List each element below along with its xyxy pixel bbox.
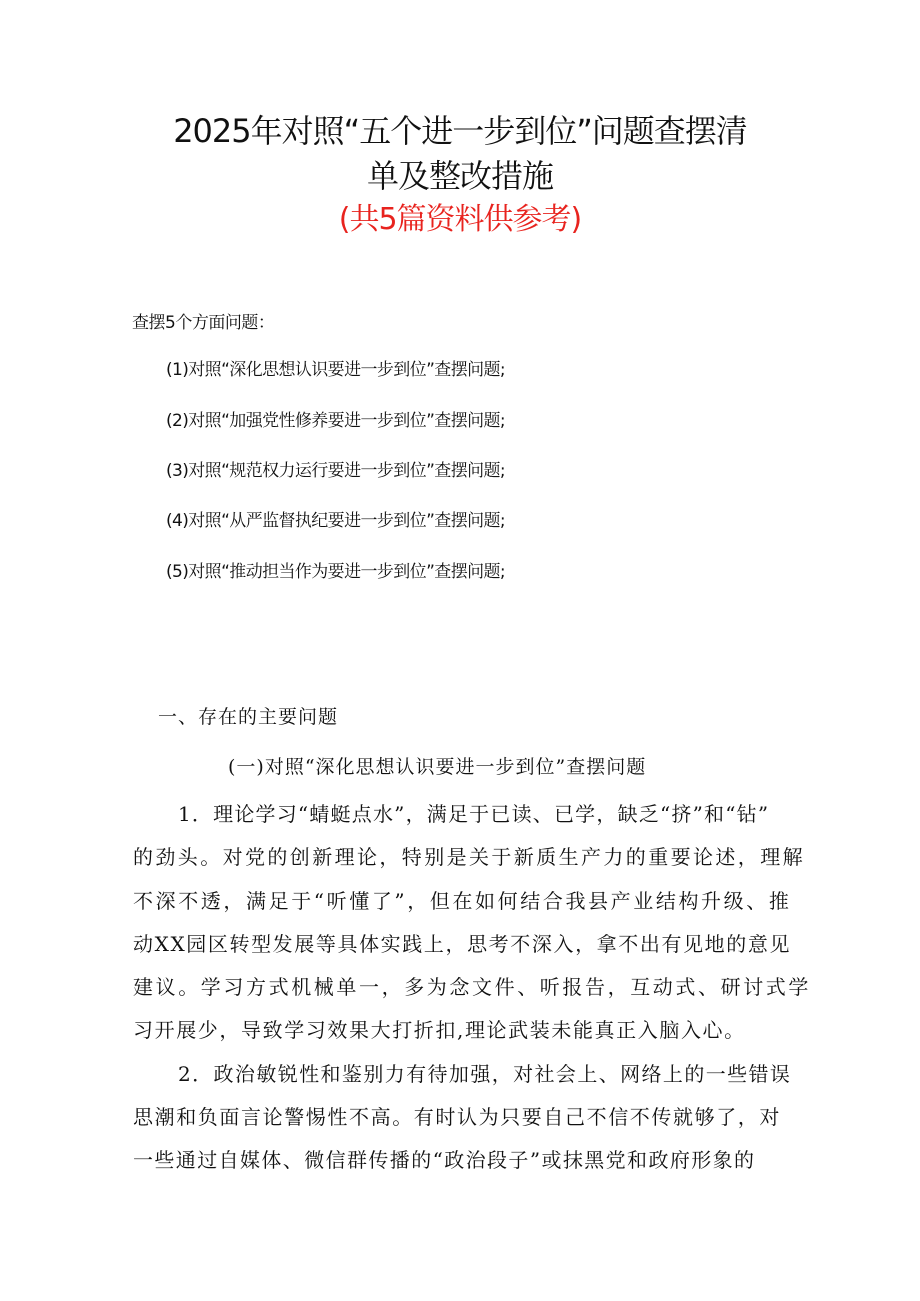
body-line-8: 思潮和负面言论警惕性不高。有时认为只要自己不信不传就够了，对: [133, 1105, 781, 1129]
aspect-item-2: (2)对照“加强党性修养要进一步到位”查摆问题;: [166, 411, 506, 431]
body-line-6: 习开展少，导致学习效果大打折扣,理论武装未能真正入脑入心。: [133, 1018, 746, 1042]
document-subtitle: (共5篇资料供参考): [338, 202, 582, 237]
body-line-5: 建议。学习方式机械单一，多为念文件、听报告，互动式、研讨式学: [133, 975, 811, 999]
document-title-line-1: 2025年对照“五个进一步到位”问题查摆清: [173, 112, 747, 150]
aspect-item-1: (1)对照“深化思想认识要进一步到位”查摆问题;: [166, 360, 506, 380]
aspect-item-4: (4)对照“从严监督执纪要进一步到位”查摆问题;: [166, 511, 506, 531]
aspect-item-3: (3)对照“规范权力运行要进一步到位”查摆问题;: [166, 461, 506, 481]
body-line-7: 2．政治敏锐性和鉴别力有待加强，对社会上、网络上的一些错误: [178, 1062, 792, 1086]
body-line-3: 不深不透，满足于“听懂了”，但在如何结合我县产业结构升级、推: [133, 889, 792, 913]
intro-text: 查摆5个方面问题：: [132, 313, 275, 333]
body-line-9: 一些通过自媒体、微信群传播的“政治段子”或抹黑党和政府形象的: [133, 1148, 756, 1172]
section-heading: 一、存在的主要问题: [158, 706, 339, 728]
aspect-item-5: (5)对照“推动担当作为要进一步到位”查摆问题;: [166, 562, 506, 582]
body-line-4: 动XX园区转型发展等具体实践上，思考不深入，拿不出有见地的意见: [133, 932, 792, 956]
document-title-line-2: 单及整改措施: [366, 157, 553, 195]
sub-heading: (一)对照“深化思想认识要进一步到位”查摆问题: [228, 756, 647, 778]
body-line-2: 的劲头。对党的创新理论，特别是关于新质生产力的重要论述，理解: [133, 845, 805, 869]
body-line-1: 1．理论学习“蜻蜓点水”，满足于已读、已学，缺乏“挤”和“钻”: [178, 802, 770, 826]
